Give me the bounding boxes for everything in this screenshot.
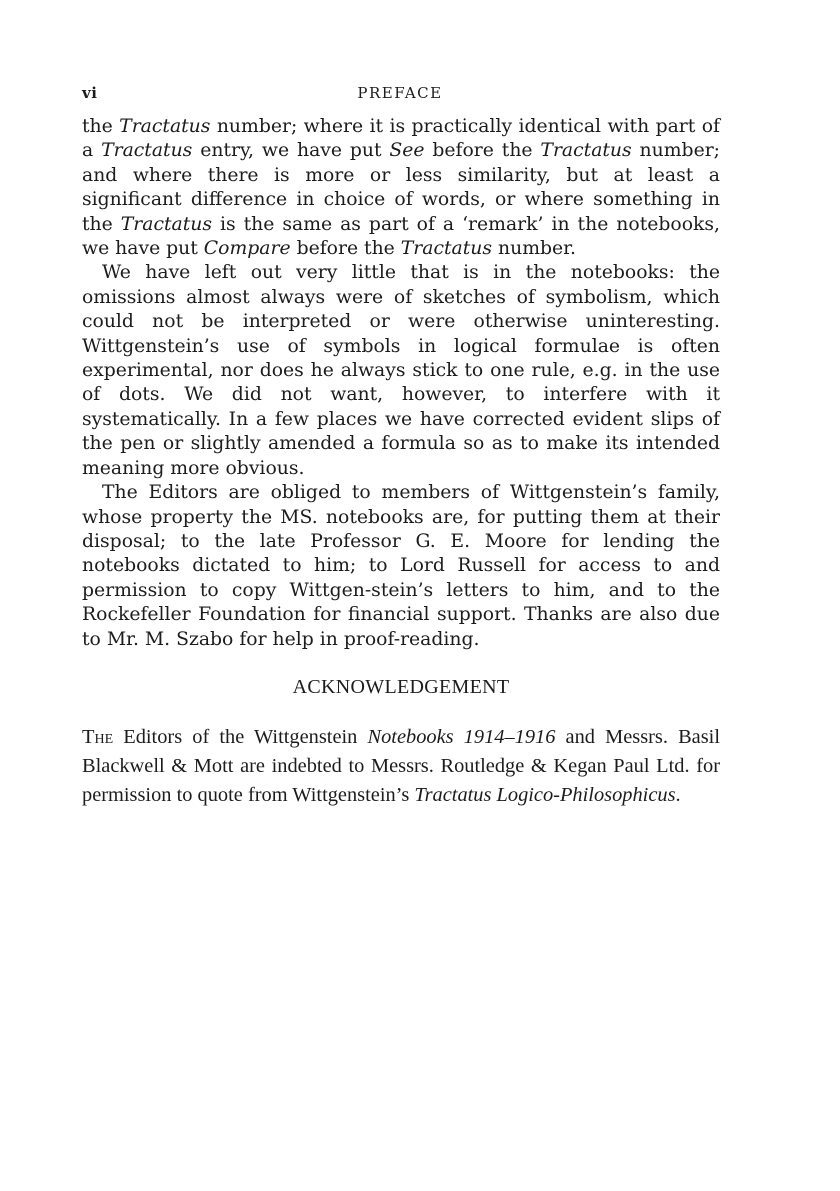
- lead-word: The: [82, 726, 114, 748]
- running-head: PREFACE: [357, 84, 443, 102]
- preface-body: [82, 115, 720, 652]
- italic-run: Tractatus: [540, 140, 632, 162]
- preface-paragraph-1: [82, 115, 720, 261]
- italic-run: Tractatus Logico-Philosophicus: [414, 784, 676, 806]
- text-run: .: [675, 784, 681, 806]
- text-run: number; and where there is more or less similarity, but at least a significant difference in choice of words, or where something in the: [82, 140, 720, 235]
- text-run: Editors of the Wittgenstein: [113, 726, 368, 748]
- page-header: [82, 84, 718, 110]
- italic-run: Tractatus: [120, 213, 212, 235]
- text-run: is the same as part of a ‘remark’ in the notebooks, we have put: [82, 213, 720, 260]
- text-run: the: [82, 116, 120, 137]
- text-run: number; where it is practically identical with part of a: [82, 116, 720, 162]
- italic-run: See: [389, 140, 425, 162]
- text-run: number.: [492, 238, 577, 260]
- italic-run: Tractatus: [400, 238, 493, 260]
- text-run: and Messrs. Basil Blackwell & Mott are indebted to Messrs. Routledge & Kegan Paul Ltd. for permission to quote from Wittgenstein’s: [82, 726, 720, 806]
- italic-run: Tractatus: [101, 140, 193, 162]
- acknowledgement-heading: ACKNOWLEDGEMENT: [292, 676, 510, 698]
- page-number: vi: [82, 84, 98, 102]
- text-run: entry, we have put: [192, 140, 390, 162]
- italic-run: Tractatus: [119, 116, 211, 137]
- acknowledgement-paragraph: [82, 723, 720, 810]
- italic-run: Notebooks 1914–1916: [367, 726, 556, 748]
- preface-paragraph-3: The Editors are obliged to members of Wittgenstein’s family, whose property the MS. notebooks are, for putting them at their disposal; to the late Professor G. E. Moore for lending the notebooks dictated to him; to Lord Russell for access to and permission to copy Wittgen-stein’s letters to him, and to the Rockefeller Foundation for financial support. Thanks are also due to Mr. M. Szabo for help in proof-reading.: [82, 482, 720, 650]
- italic-run: Compare: [203, 238, 291, 260]
- text-run: before the: [290, 238, 401, 260]
- preface-paragraph-2: We have left out very little that is in the notebooks: the omissions almost always were of sketches of symbolism, which could not be interpreted or were otherwise uninteresting. Wittgenstein’s use of symbols in logical formulae is often experimental, nor does he always stick to one rule, e.g. in the use of dots. We did not want, however, to interfere with it systematically. In a few places we have corrected evident slips of the pen or slightly amended a formula so as to make its intended meaning more obvious.: [82, 262, 720, 479]
- text-run: before the: [424, 140, 541, 162]
